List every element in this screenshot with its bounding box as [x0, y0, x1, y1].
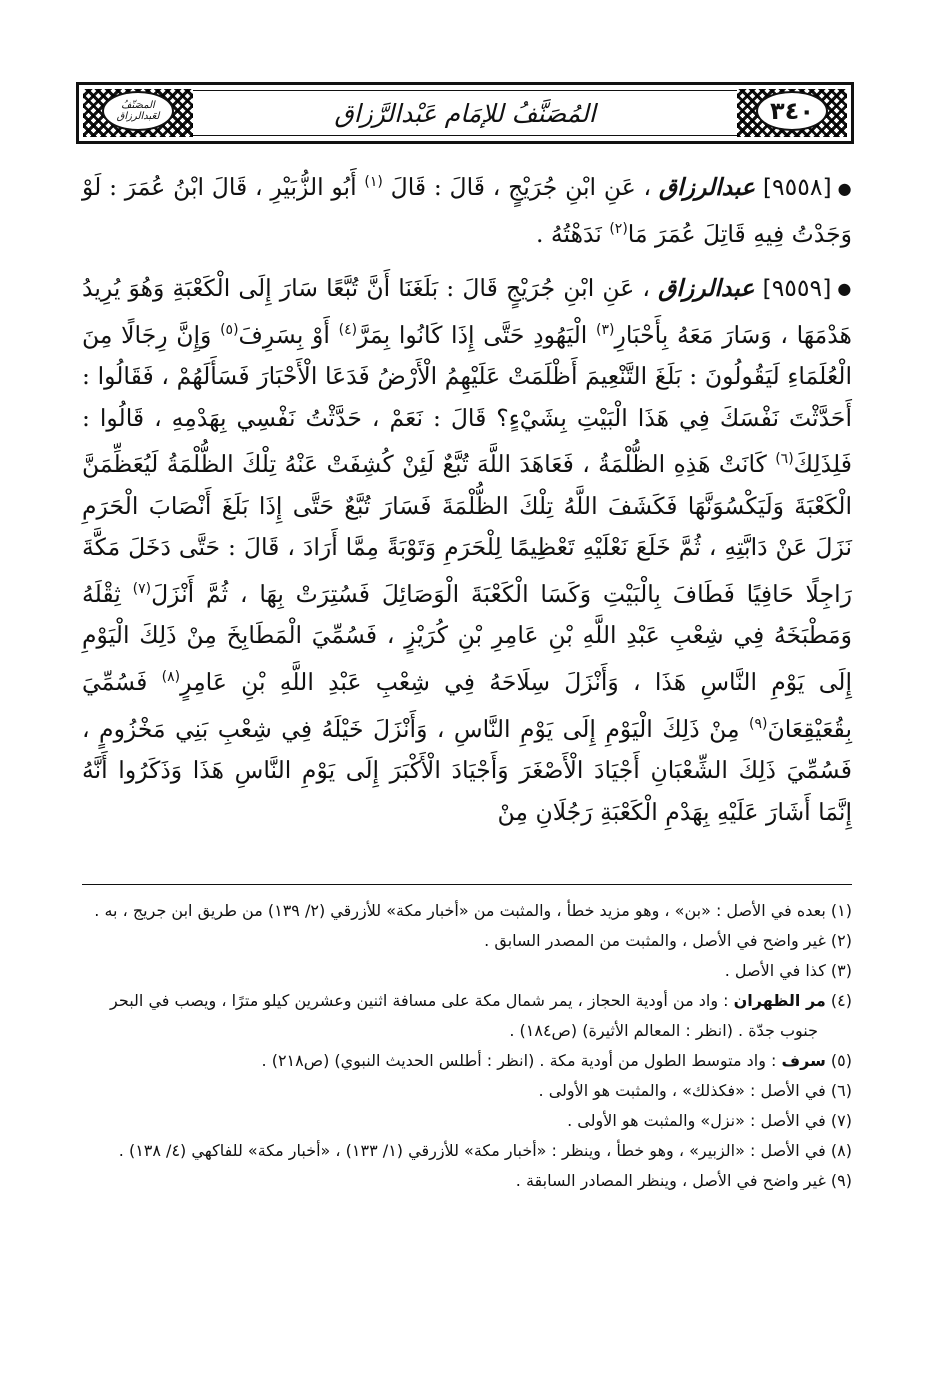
footnote-ref[interactable]: (١) [364, 174, 383, 190]
footnote-text: غير واضح في الأصل ، والمثبت من المصدر السابق . [484, 931, 826, 950]
hadith-text: وَإِنَّ رِجَالًا مِنَ الْعُلَمَاءِ لَيَقُولُونَ : بَلَغَ التَّنْعِيمَ أَظْلَمَتْ عَلَيْهِمُ الْأَرْضُ فَدَعَا الْأَحْبَارَ فَسَأَلَهُمْ ، فَقَالُوا : أَحَدَّثْتَ نَفْسَكَ فِي هَذَا الْبَيْتِ بِشَيْءٍ؟ قَالَ : نَعَمْ ، حَدَّثْتُ نَفْسِي بِهَدْمِهِ ، قَالُوا : فَلِذَلِكَ [82, 320, 852, 479]
hadith-text: أَوْ بِسَرِفَ [238, 320, 330, 349]
footnote-item [82, 1136, 852, 1166]
book-badge-line1: المصَنّفُ [121, 100, 155, 111]
footnote-text: غير واضح في الأصل ، وينظر المصادر السابقة . [515, 1171, 826, 1190]
page-header [76, 82, 854, 144]
footnote-number: (٩) [830, 1171, 852, 1190]
footnote-item [82, 1046, 852, 1076]
hadith-entry [82, 268, 852, 834]
book-badge-ornament [83, 89, 193, 137]
footnote-item [82, 986, 852, 1046]
footnote-item [82, 1106, 852, 1136]
hadith-entry [82, 162, 852, 256]
footnote-text: في الأصل : «نزل» والمثبت هو الأولى . [567, 1111, 826, 1130]
footnote-item [82, 956, 852, 986]
footnote-ref[interactable]: (٢) [609, 221, 628, 238]
footnote-ref[interactable]: (٦) [775, 451, 794, 468]
hadith-text: نَدَهْتُهُ . [535, 219, 602, 248]
footnote-ref[interactable]: (٥) [220, 321, 239, 338]
hadith-text: مِنْ ذَلِكَ الْيَوْمِ إِلَى يَوْمِ النَّاسِ ، وَأَنْزَلَ خَيْلَهُ فِي شِعْبِ بَنِي مَخْزُومٍ ، فَسُمِّيَ ذَلِكَ الشِّعْبَانِ أَجْيَادَ الْأَصْغَرَ وَأَجْيَادَ الْأَكْبَرَ إِلَى يَوْمِ النَّاسِ هَذَا وَذَكَرُوا أَنَّهُ إِنَّمَا أَشَارَ عَلَيْهِ بِهَدْمِ الْكَعْبَةِ رَجُلَانِ مِنْ [82, 714, 852, 826]
footnote-item [82, 926, 852, 956]
bullet-icon: ● [837, 178, 852, 198]
page-number: ٣٤٠ [770, 97, 814, 125]
hadith-text: ثِقْلَهُ وَمَطْبَخَهُ فِي شِعْبِ عَبْدِ اللَّهِ بْنِ عَامِرِ بْنِ كُرَيْزٍ ، فَسُمِّيَ الْمَطَابِخَ مِنْ ذَلِكَ الْيَوْمِ إِلَى يَوْمِ النَّاسِ هَذَا ، وَأَنْزَلَ سِلَاحَهُ فِي شِعْبِ عَبْدِ اللَّهِ بْنِ عَامِرٍ [82, 579, 852, 696]
hadith-number: [٩٥٥٨] [762, 172, 832, 201]
hadith-text: الْيَهُودِ حَتَّى إِذَا كَانُوا بِمَرَّ [357, 320, 588, 349]
footnote-number: (٤) [830, 991, 852, 1010]
hadith-text: ، عَنِ ابْنِ جُرَيْجٍ قَالَ : بَلَغَنَا أَنَّ تُبَّعًا سَارَ إِلَى الْكَعْبَةِ وَهُوَ يُرِيدُ هَدْمَهَا ، وَسَارَ مَعَهُ بِأَحْبَارِ [82, 273, 852, 349]
footnotes [82, 896, 852, 1196]
footnote-ref[interactable]: (٩) [749, 715, 768, 732]
bullet-icon: ● [837, 279, 852, 299]
footnote-number: (٦) [830, 1081, 852, 1100]
narrator-name: عبدالرزاق [658, 273, 755, 302]
footnote-text: كذا في الأصل . [724, 961, 826, 980]
footnote-number: (٥) [830, 1051, 852, 1070]
footnote-divider [82, 884, 852, 885]
book-badge-line2: لعَبدالرزاق [116, 111, 160, 122]
footnote-number: (٣) [830, 961, 852, 980]
hadith-text: أَبُو الزُّبَيْرِ ، قَالَ ابْنُ عُمَرَ : لَوْ وَجَدْتُ فِيهِ قَاتِلَ عُمَرَ مَا [82, 172, 852, 248]
hadith-text: فَسُمِّيَ بِقُعَيْقِعَانَ [82, 667, 852, 743]
book-badge [102, 91, 174, 131]
footnote-number: (٧) [830, 1111, 852, 1130]
footnote-text: بعده في الأصل : «بن» ، وهو مزيد خطأ ، والمثبت من «أخبار مكة» للأزرقي (٢/ ١٣٩) من طريق ابن جريج ، به . [94, 901, 826, 920]
footnote-text: في الأصل : «فكذلك» ، والمثبت هو الأولى . [538, 1081, 826, 1100]
footnote-term: سرف [781, 1051, 826, 1070]
hadith-text: ، عَنِ ابْنِ جُرَيْجٍ ، قَالَ : قَالَ [390, 172, 652, 201]
footnote-text: : واد من أودية الحجاز ، يمر شمال مكة على مسافة اثنين وعشرين كيلو مترًا ، ويصب في البحر جنوب جدّة . (انظر : المعالم الأثيرة) (ص١٨٤) . [110, 991, 818, 1040]
page-title: المُصَنَّفُ للإمَام عَبْدالرَّزاق [334, 98, 596, 128]
footnote-number: (٢) [830, 931, 852, 950]
footnote-text: في الأصل : «الزبير» ، وهو خطأ ، وينظر : «أخبار مكة» للأزرقي (١/ ١٣٣) ، «أخبار مكة» للفاكهي (٤/ ١٣٨) . [118, 1141, 826, 1160]
hadith-number: [٩٥٥٩] [762, 273, 832, 302]
footnote-ref[interactable]: (٤) [338, 321, 358, 338]
narrator-name: عبدالرزاق [658, 172, 756, 201]
footnote-item [82, 1076, 852, 1106]
footnote-number: (٨) [830, 1141, 852, 1160]
footnote-number: (١) [830, 901, 852, 920]
footnote-text: : واد متوسط الطول من أودية مكة . (انظر : أطلس الحديث النبوي) (ص٢١٨) . [261, 1051, 777, 1070]
footnote-ref[interactable]: (٣) [596, 321, 615, 338]
footnote-item [82, 896, 852, 926]
hadith-text: كَانَتْ هَذِهِ الظُّلْمَةُ ، فَعَاهَدَ اللَّهَ تُبَّعٌ لَئِنْ كُشِفَتْ عَنْهُ تِلْكَ الظُّلْمَةُ لَيُعَظِّمَنَّ الْكَعْبَةَ وَلَيَكْسُوَنَّهَا فَكَشَفَ اللَّهُ تِلْكَ الظُّلْمَةَ فَسَارَ تُبَّعٌ حَتَّى إِذَا بَلَغَ أَنْصَابَ الْحَرَمِ نَزَلَ عَنْ دَابَّتِهِ ، ثُمَّ خَلَعَ نَعْلَيْهِ تَعْظِيمًا لِلْحَرَمِ وَتَوْبَةً مِمَّا أَرَادَ ، قَالَ : حَتَّى دَخَلَ مَكَّةَ رَاجِلًا حَافِيًا فَطَافَ بِالْبَيْتِ وَكَسَا الْكَعْبَةَ الْوَصَائِلَ فَسُتِرَتْ بِهَا ، ثُمَّ أَنْزَلَ [82, 450, 852, 608]
footnote-item [82, 1166, 852, 1196]
footnote-ref[interactable]: (٧) [132, 581, 152, 598]
footnote-ref[interactable]: (٨) [161, 669, 181, 686]
main-text [82, 162, 852, 833]
page-number-ornament [737, 89, 847, 137]
footnote-term: مر الظهران [733, 991, 826, 1010]
page-number-oval [756, 91, 828, 131]
